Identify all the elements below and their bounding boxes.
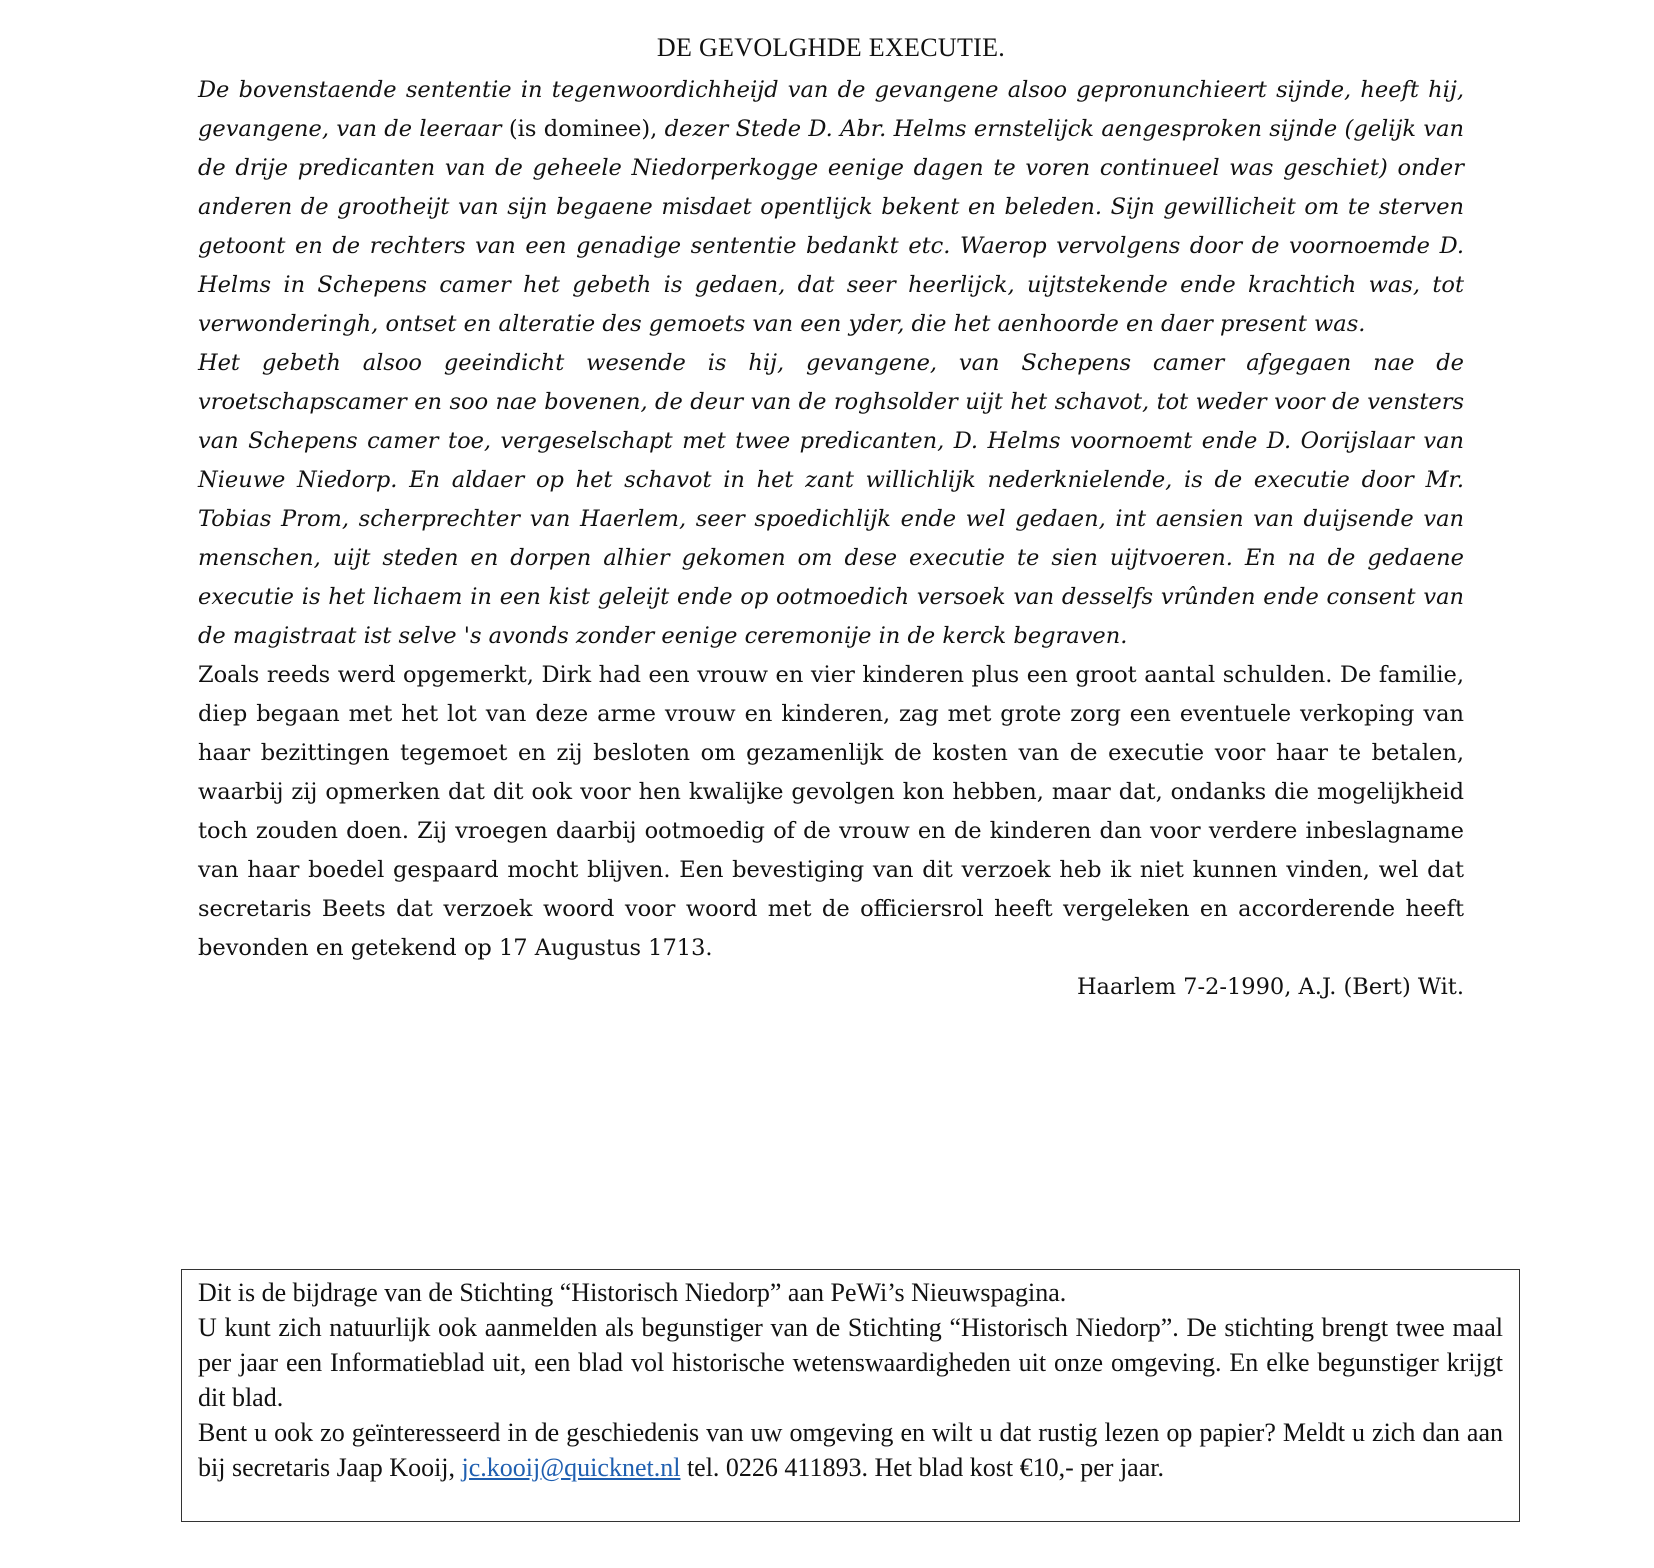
secretary-email-link[interactable]: jc.kooij@quicknet.nl [461, 1453, 681, 1482]
document-title: DE GEVOLGHDE EXECUTIE. [656, 33, 1006, 62]
foundation-info-box [181, 1269, 1520, 1522]
paragraph-execution-quote: Het gebeth alsoo geeindicht wesende is hij, gevangene, van Schepens camer afgegaen nae de vroetschapscamer en soo nae bovenen, de deur van de roghsolder uijt het schavot, tot weder voor de vensters van Schepens camer toe, vergeselschapt met twee predicanten, D. Helms voornoemt ende D. Oorijslaar van Nieuwe Niedorp. En aldaer op het schavot in het zant willichlijk nederknielende, is de executie door Mr. Tobias Prom, scherprechter van Haerlem, seer spoedichlijk ende wel gedaen, int aensien van duijsende van menschen, uijt steden en dorpen alhier gekomen om dese executie te sien uijtvoeren. En na de gedaene executie is het lichaem in een kist geleijt ende op ootmoedich versoek van desselfs vrûnden ende consent van de magistraat ist selve 's avonds zonder eenige ceremonije in de kerck begraven. [198, 350, 1464, 649]
signature-line: Haarlem 7-2-1990, A.J. (Bert) Wit. [1076, 974, 1464, 1000]
article-body [198, 71, 1464, 1007]
info-contact-part-1: Bent u ook zo geïnteresseerd in de geschiedenis van uw omgeving en wilt u dat rustig lezen op papier? Meldt u zich dan aan bij secretaris Jaap Kooij, [198, 1418, 1503, 1482]
info-contact-text [198, 1415, 1503, 1485]
info-membership-text: U kunt zich natuurlijk ook aanmelden als begunstiger van de Stichting “Historisch Niedorp”. De stichting brengt twee maal per jaar een Informatieblad uit, een blad vol historische wetenswaardigheden uit onze omgeving. En elke begunstiger krijgt dit blad. [198, 1313, 1503, 1412]
paragraph-family-account: Zoals reeds werd opgemerkt, Dirk had een vrouw en vier kinderen plus een groot aantal schulden. De familie, diep begaan met het lot van deze arme vrouw en kinderen, zag met grote zorg een eventuele verkoping van haar bezittingen tegemoet en zij besloten om gezamenlijk de kosten van de executie voor haar te betalen, waarbij zij opmerken dat dit ook voor hen kwalijke gevolgen kon hebben, maar dat, ondanks die mogelijkheid toch zouden doen. Zij vroegen daarbij ootmoedig of de vrouw en de kinderen dan voor verdere inbeslagname van haar boedel gespaard mocht blijven. Een bevestiging van dit verzoek heb ik niet kunnen vinden, wel dat secretaris Beets dat verzoek woord voor woord met de officiersrol heeft vergeleken en accorderende heeft bevonden en getekend op 17 Augustus 1713. [198, 662, 1464, 961]
paragraph-quote-part-1: De bovenstaende sententie in tegenwoordichheijd van de gevangene alsoo gepronunchieert sijnde, heeft hij, gevangene, van de leeraar [198, 77, 1464, 142]
info-contact-part-2: tel. 0226 411893. Het blad kost €10,- per jaar. [680, 1453, 1164, 1482]
paragraph-quote-part-2: dezer Stede D. Abr. Helms ernstelijck aengesproken sijnde (gelijk van de drije predicanten van de geheele Niedorperkogge eenige dagen te voren continueel was geschiet) onder anderen de grootheijt van sijn begaene misdaet opentlijck bekent en beleden. Sijn gewillicheit om te sterven getoont en de rechters van een genadige sententie bedankt etc. Waerop vervolgens door de voornoemde D. Helms in Schepens camer het gebeth is gedaen, dat seer heerlijck, uijtstekende ende krachtich was, tot verwonderingh, ontset en alteratie des gemoets van een yder, die het aenhoorde en daer present was. [198, 116, 1465, 337]
info-intro-line: Dit is de bijdrage van de Stichting “Historisch Niedorp” aan PeWi’s Nieuwspagina. [198, 1278, 1067, 1307]
paragraph-sentence-quote [198, 71, 1464, 344]
paragraph-quote-annotation: (is dominee), [508, 116, 665, 142]
